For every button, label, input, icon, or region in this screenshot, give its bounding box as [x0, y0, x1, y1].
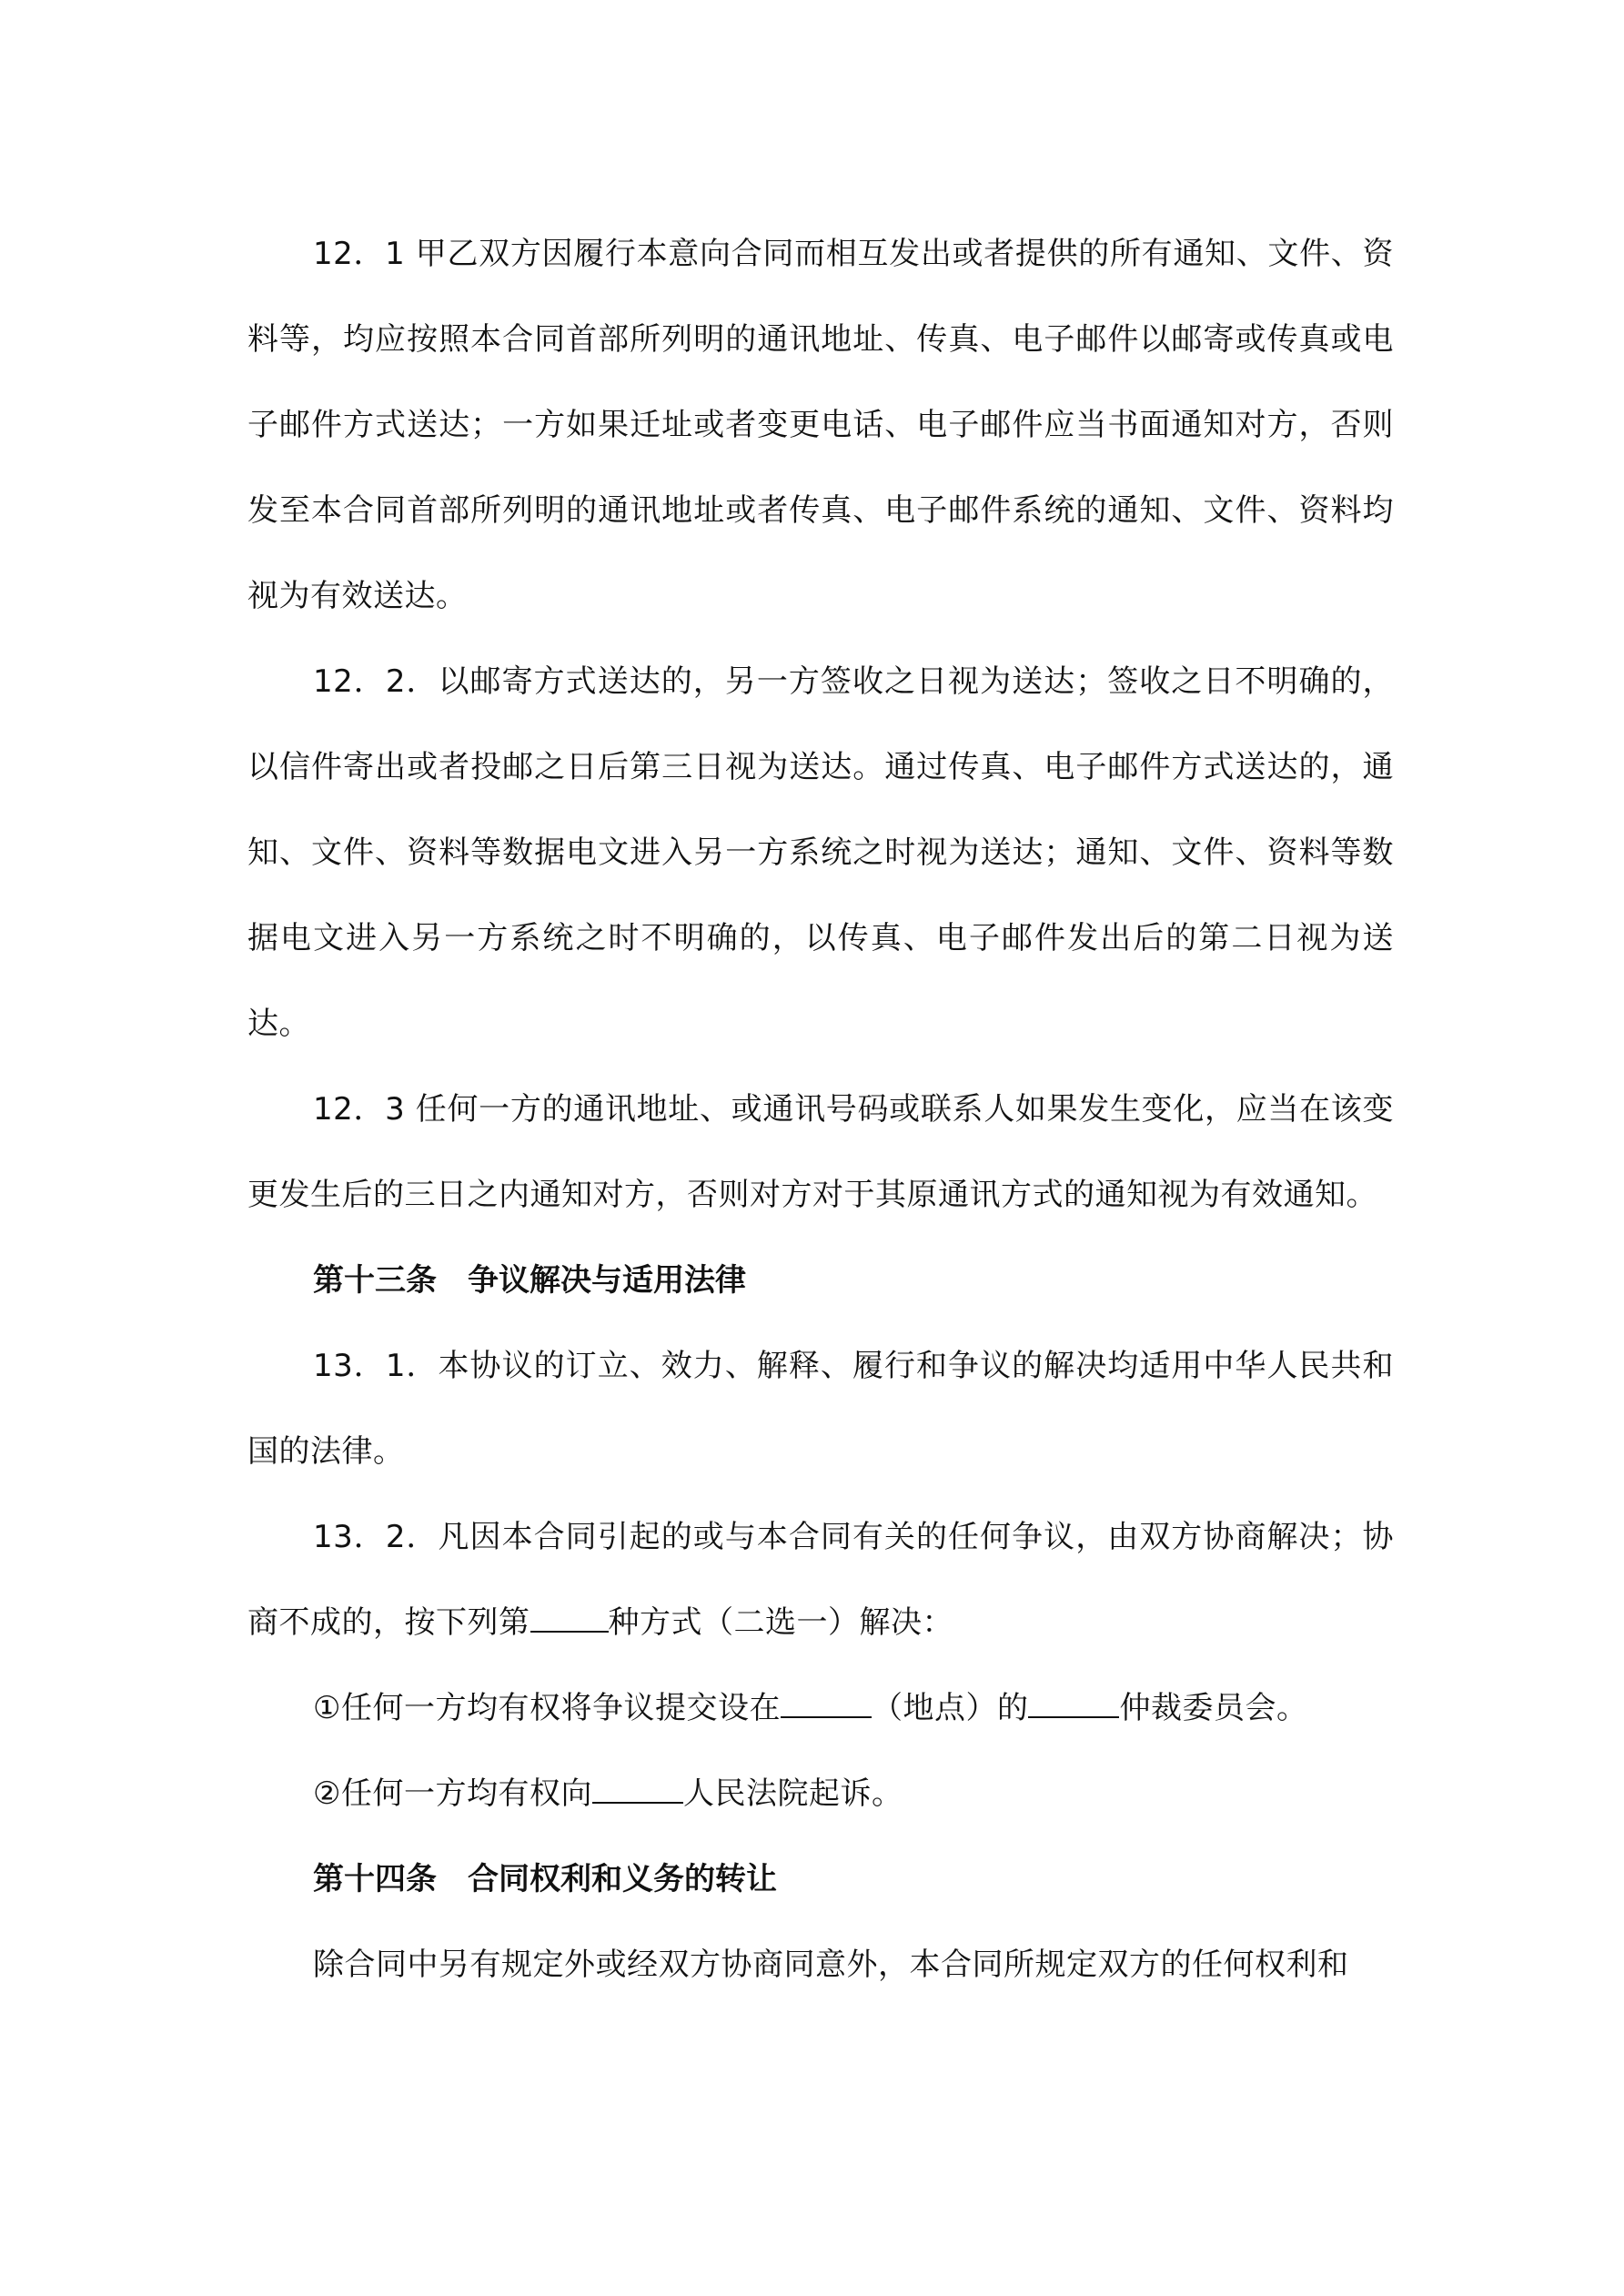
blank-method-choice[interactable] [530, 1603, 609, 1633]
clause-12-3: 12．3 任何一方的通讯地址、或通讯号码或联系人如果发生变化，应当在该变更发生后的三日之内通知对方，否则对方对于其原通讯方式的通知视为有效通知。 [247, 1091, 1394, 1213]
clause-13-1: 13．1．本协议的订立、效力、解释、履行和争议的解决均适用中华人民共和国的法律。 [247, 1348, 1394, 1470]
clause-12-2: 12．2．以邮寄方式送达的，另一方签收之日视为送达；签收之日不明确的，以信件寄出或者投邮之日后第三日视为送达。通过传真、电子邮件方式送达的，通知、文件、资料等数据电文进入另一方系统之时视为送达；通知、文件、资料等数据电文进入另一方系统之时不明确的，以传真、电子邮件发出后的第二日视为送达。 [247, 663, 1394, 1042]
article-13-heading: 第十三条 争议解决与适用法律 [313, 1262, 746, 1299]
option-1-text-a: ①任何一方均有权将争议提交设在 [313, 1690, 781, 1726]
blank-court-name[interactable] [592, 1775, 683, 1804]
option-2-court [247, 1751, 1394, 1836]
blank-arbitration-location[interactable] [781, 1689, 872, 1718]
clause-12-1: 12．1 甲乙双方因履行本意向合同而相互发出或者提供的所有通知、文件、资料等，均应按照本合同首部所列明的通讯地址、传真、电子邮件以邮寄或传真或电子邮件方式送达；一方如果迁址或者变更电话、电子邮件应当书面通知对方，否则发至本合同首部所列明的通讯地址或者传真、电子邮件系统的通知、文件、资料均视为有效送达。 [247, 236, 1394, 614]
option-1-text-b: （地点）的 [871, 1690, 1029, 1726]
article-14-body: 除合同中另有规定外或经双方协商同意外，本合同所规定双方的任何权利和 [313, 1947, 1349, 1983]
option-1-text-c: 仲裁委员会。 [1119, 1690, 1308, 1726]
option-2-text-b: 人民法院起诉。 [682, 1775, 903, 1812]
option-1-arbitration [247, 1665, 1394, 1751]
clause-13-2 [247, 1494, 1394, 1665]
blank-arbitration-commission[interactable] [1028, 1689, 1119, 1718]
clause-13-2-text-b: 种方式（二选一）解决： [608, 1604, 953, 1641]
article-14-heading: 第十四条 合同权利和义务的转让 [313, 1861, 777, 1897]
clause-13-2-text-a: 13．2．凡因本合同引起的或与本合同有关的任何争议，由双方协商解决；协商不成的，按下列第 [247, 1519, 1394, 1641]
document-page [247, 211, 1394, 2008]
option-2-text-a: ②任何一方均有权向 [313, 1775, 592, 1812]
